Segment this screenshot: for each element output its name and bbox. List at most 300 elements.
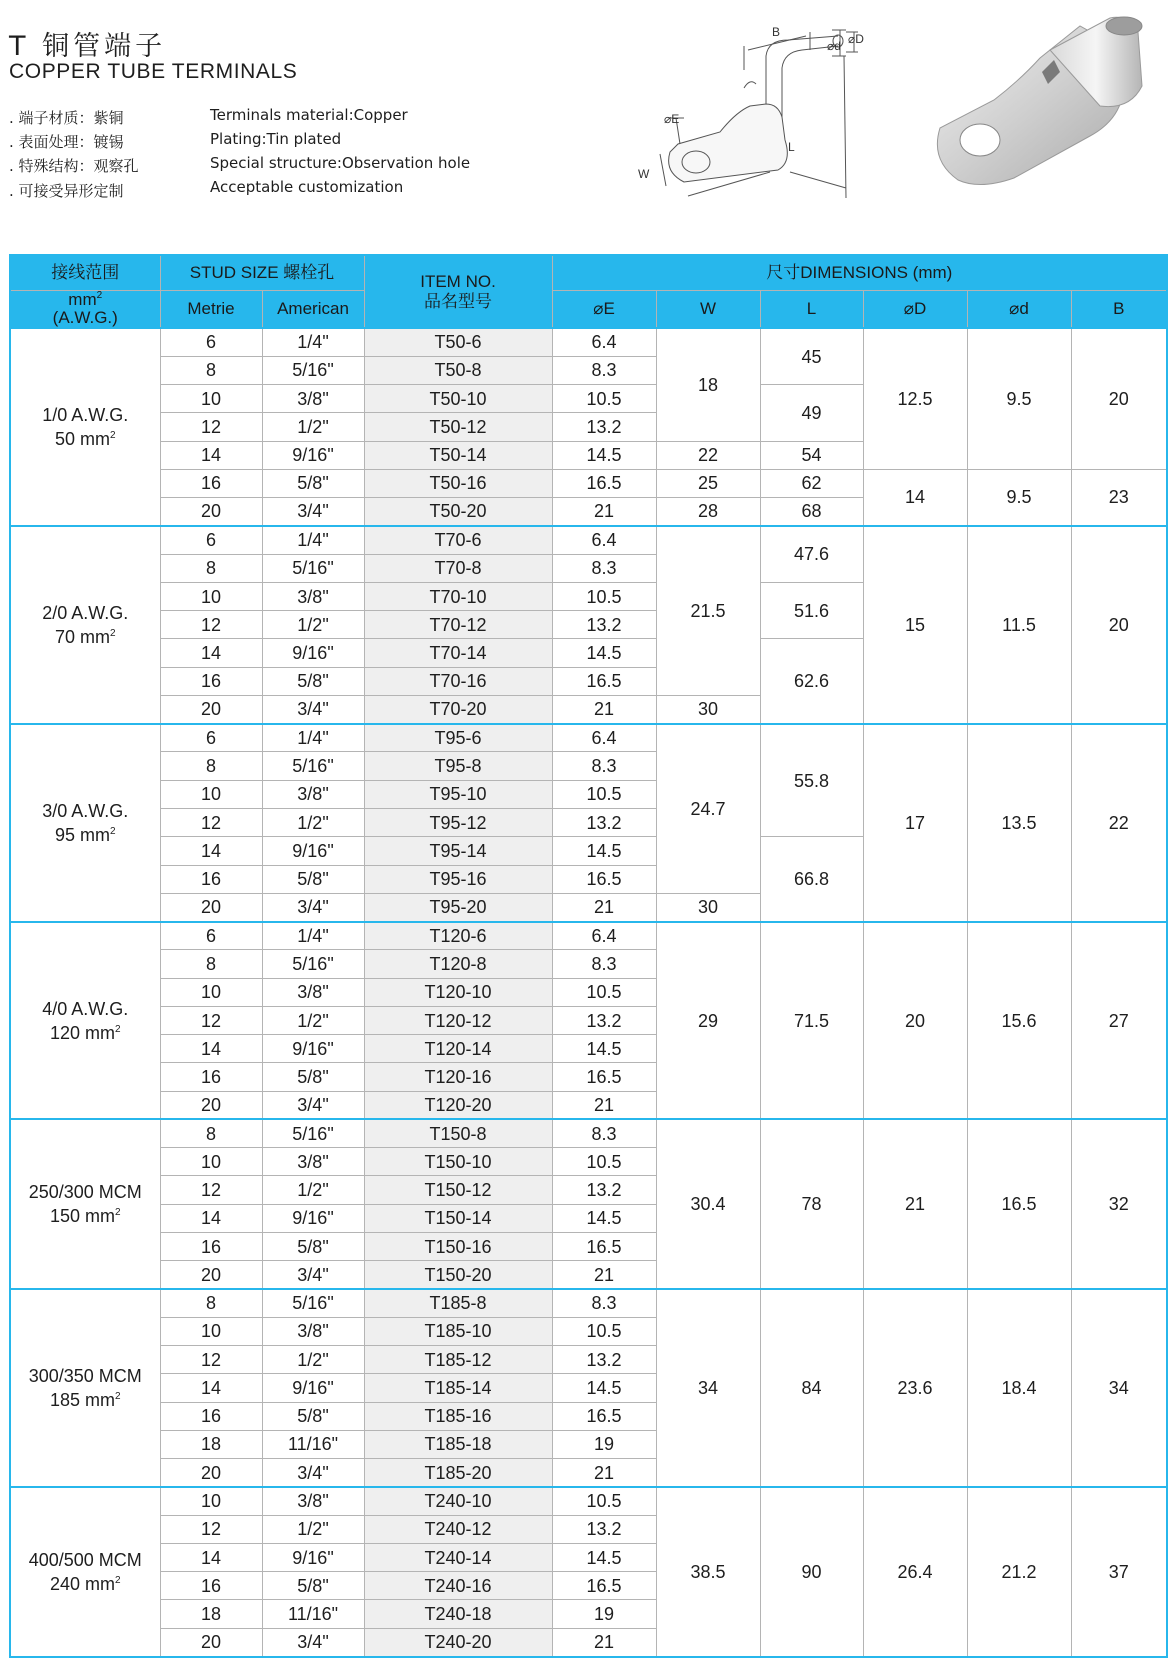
dim-l-cell: 62 [760, 469, 863, 497]
stud-american-cell: 9/16" [262, 1204, 364, 1232]
stud-metric-cell: 10 [160, 780, 262, 808]
dim-e-cell: 13.2 [552, 1346, 656, 1374]
item-no-cell: T50-10 [364, 385, 552, 413]
table-row [10, 724, 1167, 752]
dim-d-inner-cell: 15.6 [967, 922, 1071, 1120]
dim-d-outer-cell: 26.4 [863, 1487, 967, 1657]
stud-metric-cell: 12 [160, 1346, 262, 1374]
dim-w-cell: 22 [656, 441, 760, 469]
item-no-cell: T95-12 [364, 809, 552, 837]
dim-e-cell: 16.5 [552, 865, 656, 893]
dim-e-cell: 19 [552, 1430, 656, 1458]
stud-american-cell: 1/2" [262, 1515, 364, 1543]
stud-metric-cell: 18 [160, 1600, 262, 1628]
stud-american-cell: 5/16" [262, 356, 364, 384]
spec-cn-3: . 特殊结构：观察孔 [9, 157, 139, 175]
item-no-cell: T185-14 [364, 1374, 552, 1402]
dim-w-cell: 29 [656, 922, 760, 1120]
item-no-cell: T150-16 [364, 1233, 552, 1261]
stud-american-cell: 1/2" [262, 1006, 364, 1034]
wire-range-awg: 1/0 A.W.G. [42, 404, 129, 425]
header-range-mm: mm [68, 290, 97, 309]
item-no-cell: T70-12 [364, 611, 552, 639]
dim-l-cell: 49 [760, 385, 863, 442]
stud-american-cell: 1/2" [262, 413, 364, 441]
stud-american-cell: 11/16" [262, 1430, 364, 1458]
dim-e-cell: 6.4 [552, 922, 656, 950]
dim-d-inner-cell: 9.5 [967, 328, 1071, 469]
item-no-cell: T70-16 [364, 667, 552, 695]
item-no-cell: T150-10 [364, 1148, 552, 1176]
wire-range-mm: 70 mm [54, 626, 110, 647]
dim-e-cell: 8.3 [552, 356, 656, 384]
dim-l-cell: 71.5 [760, 922, 863, 1120]
stud-metric-cell: 16 [160, 1572, 262, 1600]
dim-label-e: ⌀E [664, 112, 680, 126]
stud-metric-cell: 10 [160, 1317, 262, 1345]
item-no-cell: T240-18 [364, 1600, 552, 1628]
dim-label-d-inner: ⌀d [827, 39, 841, 53]
dim-b-cell: 22 [1071, 724, 1167, 922]
item-no-cell: T120-14 [364, 1035, 552, 1063]
dim-e-cell: 21 [552, 1261, 656, 1289]
stud-american-cell: 3/4" [262, 695, 364, 723]
item-no-cell: T70-14 [364, 639, 552, 667]
stud-american-cell: 1/2" [262, 1176, 364, 1204]
item-no-cell: T150-8 [364, 1119, 552, 1147]
wire-range-sup: 2 [109, 627, 116, 639]
dim-e-cell: 21 [552, 498, 656, 526]
dim-e-cell: 16.5 [552, 1572, 656, 1600]
dim-e-cell: 21 [552, 695, 656, 723]
dim-e-cell: 14.5 [552, 1204, 656, 1232]
header-dimensions: 尺寸DIMENSIONS (mm) [552, 255, 1167, 291]
stud-american-cell: 3/4" [262, 1459, 364, 1487]
wire-range-awg: 3/0 A.W.G. [42, 800, 129, 821]
stud-american-cell: 5/8" [262, 1063, 364, 1091]
stud-metric-cell: 14 [160, 639, 262, 667]
dim-d-outer-cell: 14 [863, 469, 967, 526]
wire-range-sup: 2 [114, 1574, 121, 1586]
dim-b-cell: 23 [1071, 469, 1167, 526]
wire-range-awg: 2/0 A.W.G. [42, 602, 129, 623]
header-item-en: ITEM NO. [420, 271, 496, 291]
dim-l-cell: 54 [760, 441, 863, 469]
stud-american-cell: 5/16" [262, 752, 364, 780]
stud-american-cell: 9/16" [262, 1035, 364, 1063]
stud-metric-cell: 16 [160, 1233, 262, 1261]
dim-b-cell: 20 [1071, 526, 1167, 724]
header-dim-l: L [760, 291, 863, 329]
stud-metric-cell: 16 [160, 865, 262, 893]
dim-w-cell: 24.7 [656, 724, 760, 894]
wire-range-awg: 300/350 MCM [28, 1365, 142, 1386]
dim-l-cell: 68 [760, 498, 863, 526]
wire-range-sup: 2 [109, 429, 116, 441]
dim-e-cell: 14.5 [552, 1035, 656, 1063]
spec-en-4: Acceptable customization [210, 178, 404, 196]
stud-american-cell: 5/8" [262, 1233, 364, 1261]
stud-metric-cell: 18 [160, 1430, 262, 1458]
wire-range-cell [10, 526, 160, 724]
header-item-cn: 品名型号 [424, 291, 493, 311]
dim-e-cell: 10.5 [552, 978, 656, 1006]
stud-american-cell: 5/8" [262, 1402, 364, 1430]
dim-e-cell: 21 [552, 1459, 656, 1487]
stud-metric-cell: 20 [160, 893, 262, 921]
spec-en-1: Terminals material:Copper [210, 106, 408, 124]
wire-range-mm: 50 mm [54, 428, 110, 449]
wire-range-mm: 95 mm [54, 824, 110, 845]
stud-metric-cell: 10 [160, 385, 262, 413]
terminal-dimension-drawing [638, 22, 930, 207]
item-no-cell: T50-16 [364, 469, 552, 497]
item-no-cell: T240-10 [364, 1487, 552, 1515]
dim-l-cell: 90 [760, 1487, 863, 1657]
dim-d-inner-cell: 16.5 [967, 1119, 1071, 1289]
stud-american-cell: 3/8" [262, 1317, 364, 1345]
wire-range-awg: 250/300 MCM [28, 1182, 142, 1203]
dim-e-cell: 10.5 [552, 1148, 656, 1176]
item-no-cell: T240-14 [364, 1543, 552, 1571]
header-dim-d-inner: ⌀d [967, 291, 1071, 329]
item-no-cell: T185-12 [364, 1346, 552, 1374]
header-metric: Metrie [160, 291, 262, 329]
stud-american-cell: 1/2" [262, 809, 364, 837]
stud-metric-cell: 14 [160, 1543, 262, 1571]
wire-range-sup: 2 [114, 1390, 121, 1402]
stud-american-cell: 3/8" [262, 1148, 364, 1176]
stud-metric-cell: 8 [160, 950, 262, 978]
dim-b-cell: 27 [1071, 922, 1167, 1120]
dim-e-cell: 6.4 [552, 526, 656, 554]
stud-metric-cell: 14 [160, 1204, 262, 1232]
stud-american-cell: 9/16" [262, 639, 364, 667]
stud-metric-cell: 8 [160, 1289, 262, 1317]
stud-metric-cell: 8 [160, 554, 262, 582]
stud-american-cell: 9/16" [262, 441, 364, 469]
stud-american-cell: 1/4" [262, 724, 364, 752]
dim-w-cell: 34 [656, 1289, 760, 1487]
dim-l-cell: 62.6 [760, 639, 863, 724]
dim-e-cell: 19 [552, 1600, 656, 1628]
stud-american-cell: 1/4" [262, 526, 364, 554]
dim-e-cell: 16.5 [552, 469, 656, 497]
stud-american-cell: 5/16" [262, 950, 364, 978]
stud-american-cell: 1/4" [262, 922, 364, 950]
stud-metric-cell: 12 [160, 1176, 262, 1204]
header-range-cn: 接线范围 [10, 255, 160, 291]
item-no-cell: T120-20 [364, 1091, 552, 1119]
header-range-sup: 2 [96, 290, 103, 301]
stud-american-cell: 9/16" [262, 1374, 364, 1402]
stud-american-cell: 5/16" [262, 1289, 364, 1317]
item-no-cell: T95-16 [364, 865, 552, 893]
dim-e-cell: 10.5 [552, 582, 656, 610]
item-no-cell: T185-16 [364, 1402, 552, 1430]
header-range-unit [10, 291, 160, 329]
table-row [10, 1487, 1167, 1515]
table-row [10, 922, 1167, 950]
stud-american-cell: 3/4" [262, 1628, 364, 1657]
dim-e-cell: 6.4 [552, 724, 656, 752]
dim-e-cell: 8.3 [552, 554, 656, 582]
wire-range-mm: 120 mm [49, 1022, 115, 1043]
stud-american-cell: 3/4" [262, 1261, 364, 1289]
spec-cn-2: . 表面处理：镀锡 [9, 133, 124, 151]
wire-range-mm: 240 mm [49, 1573, 115, 1594]
dim-w-cell: 38.5 [656, 1487, 760, 1657]
table-row [10, 526, 1167, 554]
header-dim-b: B [1071, 291, 1167, 329]
stud-american-cell: 3/4" [262, 1091, 364, 1119]
dim-e-cell: 16.5 [552, 1233, 656, 1261]
item-no-cell: T120-16 [364, 1063, 552, 1091]
stud-american-cell: 9/16" [262, 837, 364, 865]
dim-e-cell: 14.5 [552, 1543, 656, 1571]
header-american: American [262, 291, 364, 329]
dim-label-d-outer: ⌀D [848, 32, 864, 46]
dim-e-cell: 10.5 [552, 1317, 656, 1345]
item-no-cell: T150-14 [364, 1204, 552, 1232]
spec-cn-4: . 可接受异形定制 [9, 182, 124, 200]
item-no-cell: T120-8 [364, 950, 552, 978]
wire-range-cell [10, 922, 160, 1120]
header-stud-size: STUD SIZE 螺栓孔 [160, 255, 364, 291]
stud-american-cell: 1/4" [262, 328, 364, 356]
dim-w-cell: 30.4 [656, 1119, 760, 1289]
wire-range-cell [10, 1289, 160, 1487]
dim-l-cell: 55.8 [760, 724, 863, 837]
dim-w-cell: 28 [656, 498, 760, 526]
stud-american-cell: 1/2" [262, 611, 364, 639]
header-range-awg: (A.W.G.) [52, 308, 118, 327]
item-no-cell: T240-16 [364, 1572, 552, 1600]
stud-metric-cell: 20 [160, 498, 262, 526]
item-no-cell: T50-12 [364, 413, 552, 441]
stud-metric-cell: 14 [160, 1374, 262, 1402]
item-no-cell: T95-20 [364, 893, 552, 921]
dim-e-cell: 13.2 [552, 1006, 656, 1034]
dim-w-cell: 25 [656, 469, 760, 497]
item-no-cell: T120-12 [364, 1006, 552, 1034]
item-no-cell: T95-8 [364, 752, 552, 780]
stud-american-cell: 3/8" [262, 978, 364, 1006]
table-row [10, 1289, 1167, 1317]
stud-metric-cell: 10 [160, 1487, 262, 1515]
dim-d-outer-cell: 21 [863, 1119, 967, 1289]
item-no-cell: T70-8 [364, 554, 552, 582]
item-no-cell: T50-6 [364, 328, 552, 356]
item-no-cell: T95-10 [364, 780, 552, 808]
dim-e-cell: 16.5 [552, 667, 656, 695]
dim-e-cell: 8.3 [552, 752, 656, 780]
dim-d-inner-cell: 18.4 [967, 1289, 1071, 1487]
stud-metric-cell: 6 [160, 328, 262, 356]
stud-american-cell: 5/8" [262, 667, 364, 695]
dim-w-cell: 30 [656, 695, 760, 723]
item-no-cell: T95-14 [364, 837, 552, 865]
stud-metric-cell: 6 [160, 922, 262, 950]
page-title-cn: T 铜管端子 [9, 31, 167, 62]
stud-metric-cell: 10 [160, 582, 262, 610]
dim-d-outer-cell: 15 [863, 526, 967, 724]
dim-e-cell: 10.5 [552, 385, 656, 413]
wire-range-mm: 150 mm [49, 1206, 115, 1227]
item-no-cell: T50-20 [364, 498, 552, 526]
item-no-cell: T150-12 [364, 1176, 552, 1204]
stud-american-cell: 1/2" [262, 1346, 364, 1374]
dim-e-cell: 14.5 [552, 639, 656, 667]
stud-american-cell: 3/8" [262, 385, 364, 413]
item-no-cell: T120-6 [364, 922, 552, 950]
item-no-cell: T240-12 [364, 1515, 552, 1543]
dim-d-inner-cell: 13.5 [967, 724, 1071, 922]
specification-table [9, 254, 1168, 1658]
header-dim-e: ⌀E [552, 291, 656, 329]
stud-metric-cell: 8 [160, 356, 262, 384]
dim-l-cell: 47.6 [760, 526, 863, 583]
dim-e-cell: 8.3 [552, 950, 656, 978]
wire-range-cell [10, 328, 160, 526]
dim-w-cell: 21.5 [656, 526, 760, 696]
stud-metric-cell: 6 [160, 526, 262, 554]
stud-american-cell: 5/8" [262, 469, 364, 497]
dim-e-cell: 8.3 [552, 1119, 656, 1147]
stud-metric-cell: 12 [160, 1006, 262, 1034]
wire-range-cell [10, 1119, 160, 1289]
table-body [10, 328, 1167, 1657]
stud-american-cell: 3/4" [262, 893, 364, 921]
dim-l-cell: 84 [760, 1289, 863, 1487]
header-item-no [364, 255, 552, 328]
dim-label-w: W [638, 167, 650, 181]
spec-cn-1: . 端子材质：紫铜 [9, 109, 124, 127]
stud-metric-cell: 8 [160, 752, 262, 780]
stud-metric-cell: 12 [160, 611, 262, 639]
stud-american-cell: 11/16" [262, 1600, 364, 1628]
stud-metric-cell: 14 [160, 1035, 262, 1063]
stud-metric-cell: 6 [160, 724, 262, 752]
item-no-cell: T95-6 [364, 724, 552, 752]
dim-e-cell: 13.2 [552, 809, 656, 837]
stud-american-cell: 3/8" [262, 582, 364, 610]
wire-range-sup: 2 [114, 1207, 121, 1219]
header-dim-d-outer: ⌀D [863, 291, 967, 329]
header-dim-w: W [656, 291, 760, 329]
dim-l-cell: 66.8 [760, 837, 863, 922]
wire-range-awg: 4/0 A.W.G. [42, 998, 129, 1019]
spec-en-3: Special structure:Observation hole [210, 154, 471, 172]
table-row [10, 328, 1167, 356]
dim-w-cell: 30 [656, 893, 760, 921]
item-no-cell: T185-10 [364, 1317, 552, 1345]
stud-metric-cell: 16 [160, 469, 262, 497]
dim-e-cell: 8.3 [552, 1289, 656, 1317]
stud-american-cell: 9/16" [262, 1543, 364, 1571]
dim-e-cell: 21 [552, 1091, 656, 1119]
stud-metric-cell: 20 [160, 1091, 262, 1119]
dim-d-outer-cell: 20 [863, 922, 967, 1120]
stud-metric-cell: 20 [160, 1261, 262, 1289]
item-no-cell: T70-10 [364, 582, 552, 610]
dim-d-inner-cell: 11.5 [967, 526, 1071, 724]
dim-d-outer-cell: 17 [863, 724, 967, 922]
stud-american-cell: 3/8" [262, 780, 364, 808]
stud-metric-cell: 20 [160, 695, 262, 723]
item-no-cell: T50-14 [364, 441, 552, 469]
dim-e-cell: 10.5 [552, 1487, 656, 1515]
wire-range-awg: 400/500 MCM [28, 1549, 142, 1570]
dim-l-cell: 45 [760, 328, 863, 385]
stud-american-cell: 3/8" [262, 1487, 364, 1515]
dim-e-cell: 10.5 [552, 780, 656, 808]
dim-e-cell: 16.5 [552, 1402, 656, 1430]
wire-range-sup: 2 [109, 825, 116, 837]
stud-metric-cell: 16 [160, 1402, 262, 1430]
dim-b-cell: 34 [1071, 1289, 1167, 1487]
wire-range-sup: 2 [114, 1023, 121, 1035]
item-no-cell: T185-18 [364, 1430, 552, 1458]
dim-e-cell: 21 [552, 1628, 656, 1657]
stud-metric-cell: 8 [160, 1119, 262, 1147]
stud-metric-cell: 14 [160, 837, 262, 865]
dim-e-cell: 14.5 [552, 837, 656, 865]
item-no-cell: T240-20 [364, 1628, 552, 1657]
table-row [10, 469, 1167, 497]
stud-metric-cell: 16 [160, 667, 262, 695]
dim-b-cell: 32 [1071, 1119, 1167, 1289]
stud-metric-cell: 16 [160, 1063, 262, 1091]
stud-metric-cell: 12 [160, 413, 262, 441]
dim-e-cell: 14.5 [552, 441, 656, 469]
stud-american-cell: 5/16" [262, 554, 364, 582]
stud-metric-cell: 20 [160, 1628, 262, 1657]
spec-en-2: Plating:Tin plated [210, 130, 342, 148]
stud-metric-cell: 12 [160, 809, 262, 837]
wire-range-mm: 185 mm [49, 1389, 115, 1410]
dim-label-b: B [772, 25, 781, 39]
item-no-cell: T120-10 [364, 978, 552, 1006]
stud-metric-cell: 10 [160, 1148, 262, 1176]
dim-e-cell: 14.5 [552, 1374, 656, 1402]
item-no-cell: T185-20 [364, 1459, 552, 1487]
stud-american-cell: 5/16" [262, 1119, 364, 1147]
wire-range-cell [10, 1487, 160, 1657]
stud-metric-cell: 12 [160, 1515, 262, 1543]
terminal-photo [930, 10, 1170, 210]
stud-metric-cell: 14 [160, 441, 262, 469]
stud-american-cell: 5/8" [262, 1572, 364, 1600]
dim-b-cell: 20 [1071, 328, 1167, 469]
dim-e-cell: 6.4 [552, 328, 656, 356]
dim-label-l: L [788, 140, 795, 154]
dim-e-cell: 13.2 [552, 1176, 656, 1204]
table-row [10, 1119, 1167, 1147]
dim-b-cell: 37 [1071, 1487, 1167, 1657]
dim-e-cell: 16.5 [552, 1063, 656, 1091]
dim-l-cell: 51.6 [760, 582, 863, 639]
dim-d-outer-cell: 12.5 [863, 328, 967, 469]
dim-d-outer-cell: 23.6 [863, 1289, 967, 1487]
stud-metric-cell: 10 [160, 978, 262, 1006]
item-no-cell: T50-8 [364, 356, 552, 384]
dim-e-cell: 13.2 [552, 611, 656, 639]
stud-american-cell: 5/8" [262, 865, 364, 893]
dim-e-cell: 13.2 [552, 413, 656, 441]
dim-d-inner-cell: 9.5 [967, 469, 1071, 526]
item-no-cell: T70-6 [364, 526, 552, 554]
